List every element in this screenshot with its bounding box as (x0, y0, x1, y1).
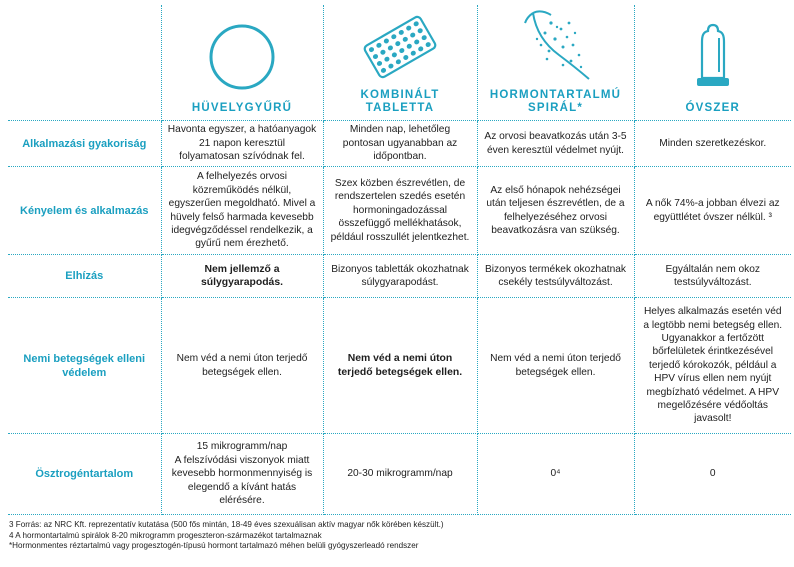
row-label: Alkalmazási gyakoriság (8, 121, 161, 167)
table-row (8, 434, 791, 515)
pill-blister-icon (360, 15, 440, 79)
table-cell: 20-30 mikrogramm/nap (323, 434, 477, 515)
table-cell: A nők 74%-a jobban élvezi az együttlétet óvszer nélkül. ³ (634, 167, 791, 255)
table-cell: Nem véd a nemi úton terjedő betegségek ellen. (161, 298, 323, 434)
footnotes (9, 520, 444, 552)
table-cell: Minden nap, lehetőleg pontosan ugyanabban az időpontban. (323, 121, 477, 167)
pill-dot (398, 29, 405, 36)
pill-dot (390, 33, 397, 40)
iud-spiral-icon (511, 5, 601, 83)
pill-dot (394, 40, 401, 47)
table-cell: Nem jellemző a súlygyarapodás. (161, 255, 323, 298)
pill-dot (383, 38, 390, 45)
table-cell: Szex közben észrevétlen, de rendszertelen szedés esetén hormoningadozással összefüggő mellékhatások, például rosszullét jelentkezhet. (323, 167, 477, 255)
table-cell: Helyes alkalmazás esetén véd a legtöbb nemi betegség ellen. Ugyanakkor a fertőzött bőrfelületek érintkezésével terjedő kórokozók, például a HPV vírus ellen nem nyújt megbízható védelmet. A HPV megelőzésére védőoltás javasolt! (634, 298, 791, 434)
footnote: 3 Forrás: az NRC Kft. reprezentatív kutatása (500 fős mintán, 18-49 éves szexuálisan aktív magyar nők körében készült.) (9, 520, 444, 529)
column-header-ring (161, 5, 323, 121)
pill-dot (387, 63, 394, 70)
table-cell: Egyáltalán nem okoz testsúlyváltozást. (634, 255, 791, 298)
table-cell: Bizonyos termékek okozhatnak csekély testsúlyváltozást. (477, 255, 634, 298)
table-cell: Nem véd a nemi úton terjedő betegségek ellen. (323, 298, 477, 434)
comparison-table (8, 5, 791, 515)
footnote: 4 A hormontartalmú spirálok 8-20 mikrogramm progeszteron-származékot tartalmaznak (9, 530, 322, 540)
pill-dot (417, 27, 424, 34)
column-title: KOMBINÁLT TABLETTA (360, 89, 440, 114)
row-label: Nemi betegségek elleni védelem (8, 298, 161, 434)
table-row (8, 298, 791, 434)
column-header-pill (323, 5, 477, 121)
column-title: ÓVSZER (685, 102, 740, 114)
pill-dot (376, 60, 383, 67)
row-label: Kényelem és alkalmazás (8, 167, 161, 255)
ring-icon (207, 22, 277, 92)
row-label: Elhízás (8, 255, 161, 298)
pill-dot (425, 41, 432, 48)
table-cell: Az első hónapok nehézségei után teljesen észrevétlen, de a felhelyezéséhez orvosi beavatkozásra van szükség. (477, 167, 634, 255)
table-row (8, 167, 791, 255)
pill-dot (417, 46, 424, 53)
pill-dot (413, 39, 420, 46)
pill-dot (409, 32, 416, 39)
table-row (8, 121, 791, 167)
pill-dot (405, 25, 412, 32)
table-cell: Minden szeretkezéskor. (634, 121, 791, 167)
pill-dot (402, 36, 409, 43)
pill-dot (375, 42, 382, 49)
pill-dot (421, 34, 428, 41)
pill-dot (410, 50, 417, 57)
column-title: HORMONTARTALMÚ SPIRÁL* (489, 89, 622, 114)
table-cell: 15 mikrogramm/nap A felszívódási viszonyok miatt kevesebb hormonmennyiség is elegendő a kívánt hatás elérésére. (161, 434, 323, 515)
column-header-condom (634, 5, 791, 121)
pill-dot (391, 51, 398, 58)
pill-dot (395, 58, 402, 65)
table-cell: Nem véd a nemi úton terjedő betegségek ellen. (477, 298, 634, 434)
table-row (8, 255, 791, 298)
row-label: Ösztrogéntartalom (8, 434, 161, 515)
table-cell: A felhelyezés orvosi közreműködés nélkül, egyszerűen megoldható. Mivel a hüvely felső harmada kevesebb idegvégződéssel rendelkezik, a gyűrű nem érezhető. (161, 167, 323, 255)
table-cell: 0⁴ (477, 434, 634, 515)
pill-dot (379, 49, 386, 56)
pill-dot (380, 67, 387, 74)
table-cell: 0 (634, 434, 791, 515)
header-row (8, 5, 791, 121)
table-cell: Bizonyos tabletták okozhatnak súlygyarapodást. (323, 255, 477, 298)
pill-dot (368, 46, 375, 53)
pill-dot (398, 47, 405, 54)
pill-dot (402, 54, 409, 61)
table-cell: Az orvosi beavatkozás után 3-5 éven keresztül védelmet nyújt. (477, 121, 634, 167)
condom-icon (691, 22, 735, 92)
pill-dot (406, 43, 413, 50)
pill-dot (372, 53, 379, 60)
corner-cell (8, 5, 161, 121)
column-title: HÜVELYGYŰRŰ (191, 102, 293, 114)
pill-dot (383, 56, 390, 63)
pill-dot (387, 45, 394, 52)
footnote: *Hormonmentes réztartalmú vagy progesztogén-típusú hormont tartalmazó méhen belüli gyógyszerleadó rendszer (9, 541, 419, 551)
table-cell: Havonta egyszer, a hatóanyagok 21 napon keresztül folyamatosan szívódnak fel. (161, 121, 323, 167)
pill-dot (413, 20, 420, 27)
column-header-iud (477, 5, 634, 121)
